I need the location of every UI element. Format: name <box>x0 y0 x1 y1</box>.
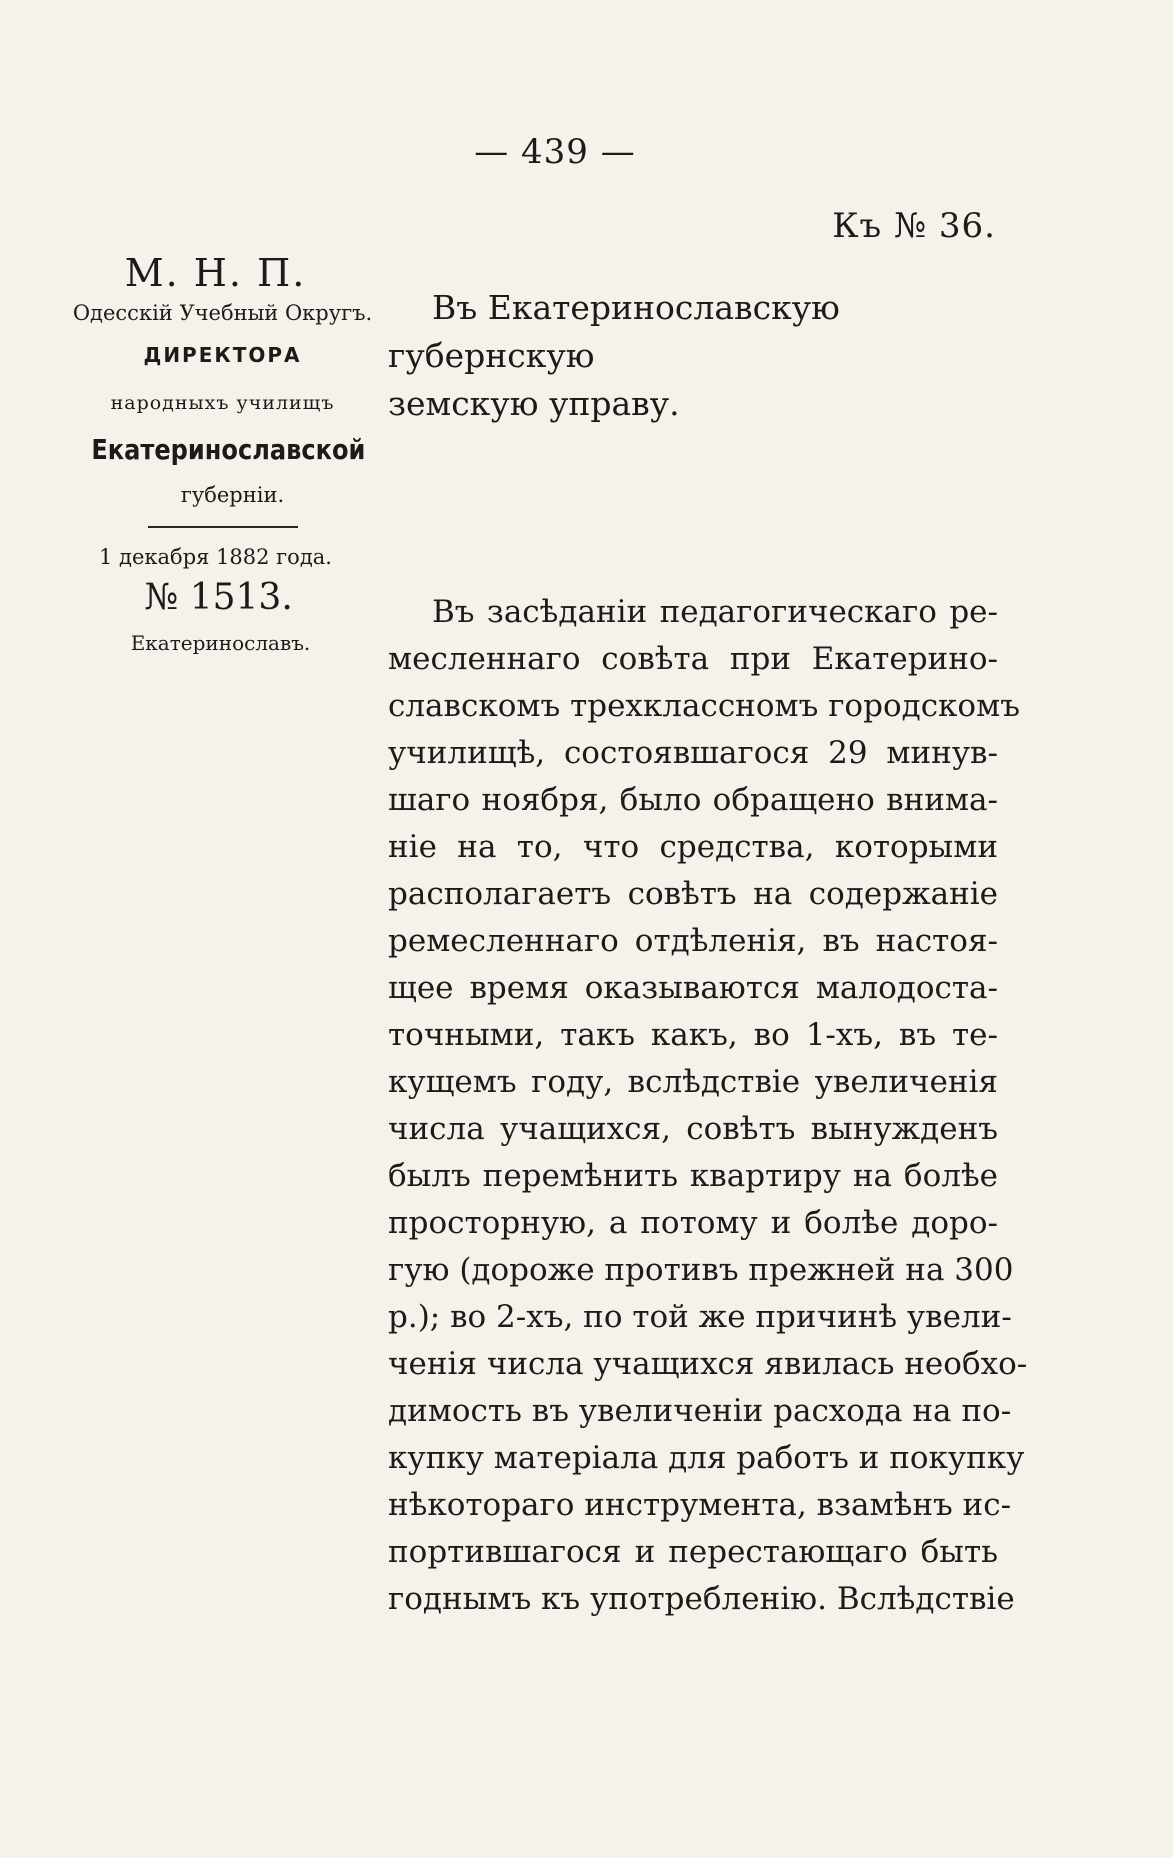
gubernia-label: губерніи. <box>180 483 285 507</box>
addressee-line-1: Въ Екатеринославскую губернскую <box>388 288 840 375</box>
province-name: Екатеринославской <box>91 433 366 466</box>
body-line: гую (дороже противъ прежней на 300 <box>388 1252 1014 1288</box>
body-line: ремесленнаго отдѣленія, въ настоя- <box>388 923 998 959</box>
addressee-block <box>388 284 998 428</box>
director-title: ДИРЕКТОРА <box>143 343 302 367</box>
body-line: годнымъ къ употребленію. Вслѣдствіе <box>388 1581 1015 1617</box>
body-line: славскомъ трехклассномъ городскомъ <box>388 688 1020 724</box>
addressee-line-2: земскую управу. <box>388 384 680 423</box>
body-line: ніе на то, что средства, которыми <box>388 829 998 865</box>
body-line: былъ перемѣнить квартиру на болѣе <box>388 1158 998 1194</box>
body-line: р.); во 2-хъ, по той же причинѣ увели- <box>388 1299 1012 1335</box>
body-line: шаго ноября, было обращено внима- <box>388 782 998 818</box>
schools-label: народныхъ училищъ <box>110 392 335 414</box>
body-line: щее время оказываются малодоста- <box>388 970 998 1006</box>
body-line: числа учащихся, совѣтъ вынужденъ <box>388 1111 998 1147</box>
document-date: 1 декабря 1882 года. <box>99 545 332 569</box>
letter-body <box>388 589 1028 1623</box>
document-city: Екатеринославъ. <box>130 631 311 655</box>
document-number: № 1513. <box>144 577 293 618</box>
school-district: Одесскій Учебный Округъ. <box>72 301 373 325</box>
reference-number: Къ № 36. <box>832 206 996 246</box>
divider-rule <box>148 526 298 528</box>
body-line: нѣкотораго инструмента, взамѣнъ ис- <box>388 1487 1012 1523</box>
body-line: точными, такъ какъ, во 1-хъ, въ те- <box>388 1017 998 1053</box>
letterhead-sidebar <box>70 250 375 658</box>
ministry-abbreviation: М. Н. П. <box>124 251 307 295</box>
page-number: — 439 — <box>474 132 636 172</box>
body-line: ченія числа учащихся явилась необхо- <box>388 1346 1028 1382</box>
body-line: Въ засѣданіи педагогическаго ре- <box>432 594 998 630</box>
body-line: располагаетъ совѣтъ на содержаніе <box>388 876 998 912</box>
body-line: портившагося и перестающаго быть <box>388 1534 998 1570</box>
body-line: купку матеріала для работъ и покупку <box>388 1440 1025 1476</box>
body-line: кущемъ году, вслѣдствіе увеличенія <box>388 1064 998 1100</box>
body-line: училищѣ, состоявшагося 29 минув- <box>388 735 998 771</box>
body-line: димость въ увеличеніи расхода на по- <box>388 1393 1012 1429</box>
body-line: месленнаго совѣта при Екатерино- <box>388 641 998 677</box>
body-line: просторную, а потому и болѣе доро- <box>388 1205 998 1241</box>
